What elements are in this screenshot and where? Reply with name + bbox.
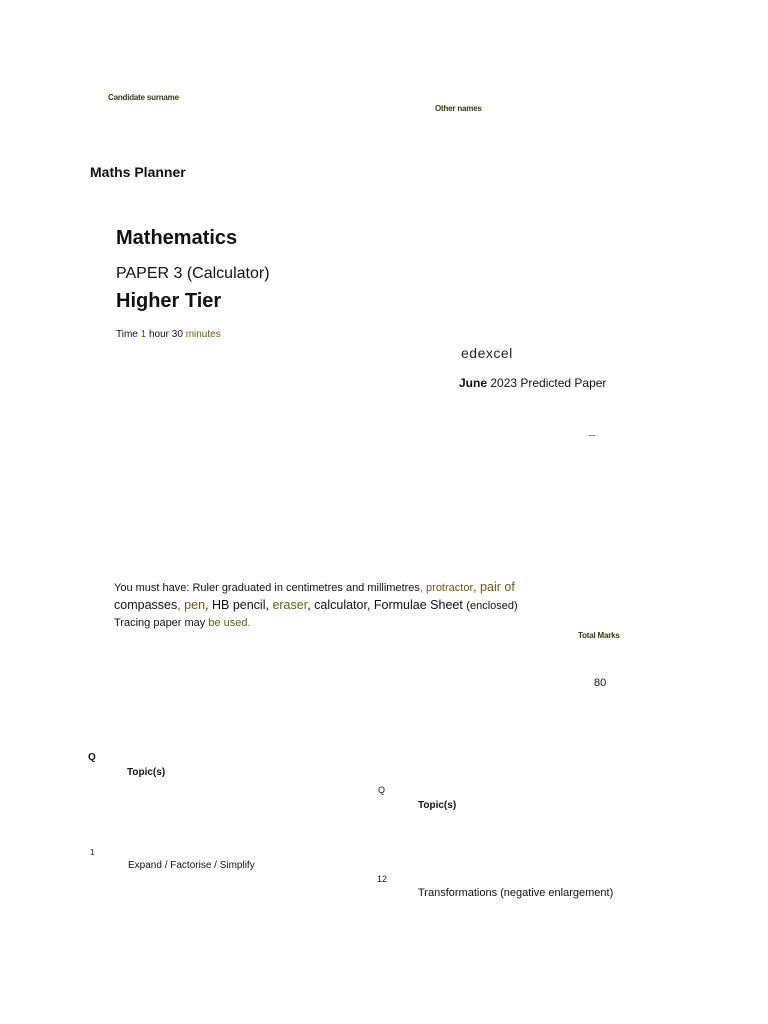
requirements-enclosed: (enclosed) [466,600,518,612]
topic-column-header-2: Topic(s) [418,800,457,811]
requirements-text [114,579,584,632]
topic-column-header: Topic(s) [127,767,166,778]
requirements-pen: , pen [177,598,206,612]
divider-mark [588,435,596,436]
other-names-label: Other names [435,104,482,113]
requirements-eraser: eraser [272,598,308,612]
total-marks-value: 80 [594,677,607,689]
planner-title: Maths Planner [90,164,186,180]
time-hours: 1 [140,329,147,340]
requirements-pencil: , HB pencil, [205,598,273,612]
subject-title: Mathematics [116,227,238,249]
exam-session [459,376,606,390]
time-allowed [116,329,221,340]
question-number: 12 [377,874,388,884]
session-rest: 2023 Predicted Paper [487,376,607,390]
requirements-line-2 [114,597,584,615]
question-column-header: Q [88,752,96,763]
question-column-header-2: Q [378,785,386,795]
requirements-ruler: You must have: Ruler graduated in centimetres and millimetres [114,582,420,594]
requirements-line-1 [114,579,584,597]
question-number: 1 [90,848,95,857]
question-topic: Transformations (negative enlargement) [418,887,614,899]
requirements-period: . [247,617,251,629]
time-prefix: Time [116,329,141,340]
requirements-pair-of: , pair of [473,580,515,594]
requirements-protractor: , protractor [419,582,474,594]
time-hour-word: hour 30 [146,329,186,340]
candidate-surname-label: Candidate surname [108,93,179,102]
requirements-be-used: be used [208,617,248,629]
total-marks-label: Total Marks [578,631,620,640]
requirements-tracing: Tracing paper may [114,617,209,629]
exam-board: edexcel [461,345,513,361]
session-month: June [459,376,488,390]
requirements-compasses: compasses [114,598,178,612]
tier-title: Higher Tier [116,290,222,312]
paper-title: PAPER 3 (Calculator) [116,265,270,282]
requirements-calculator: , calculator, Formulae Sheet [307,598,467,612]
requirements-line-3 [114,615,584,632]
time-minutes-word: minutes [185,329,221,340]
question-topic: Expand / Factorise / Simplify [128,860,255,871]
